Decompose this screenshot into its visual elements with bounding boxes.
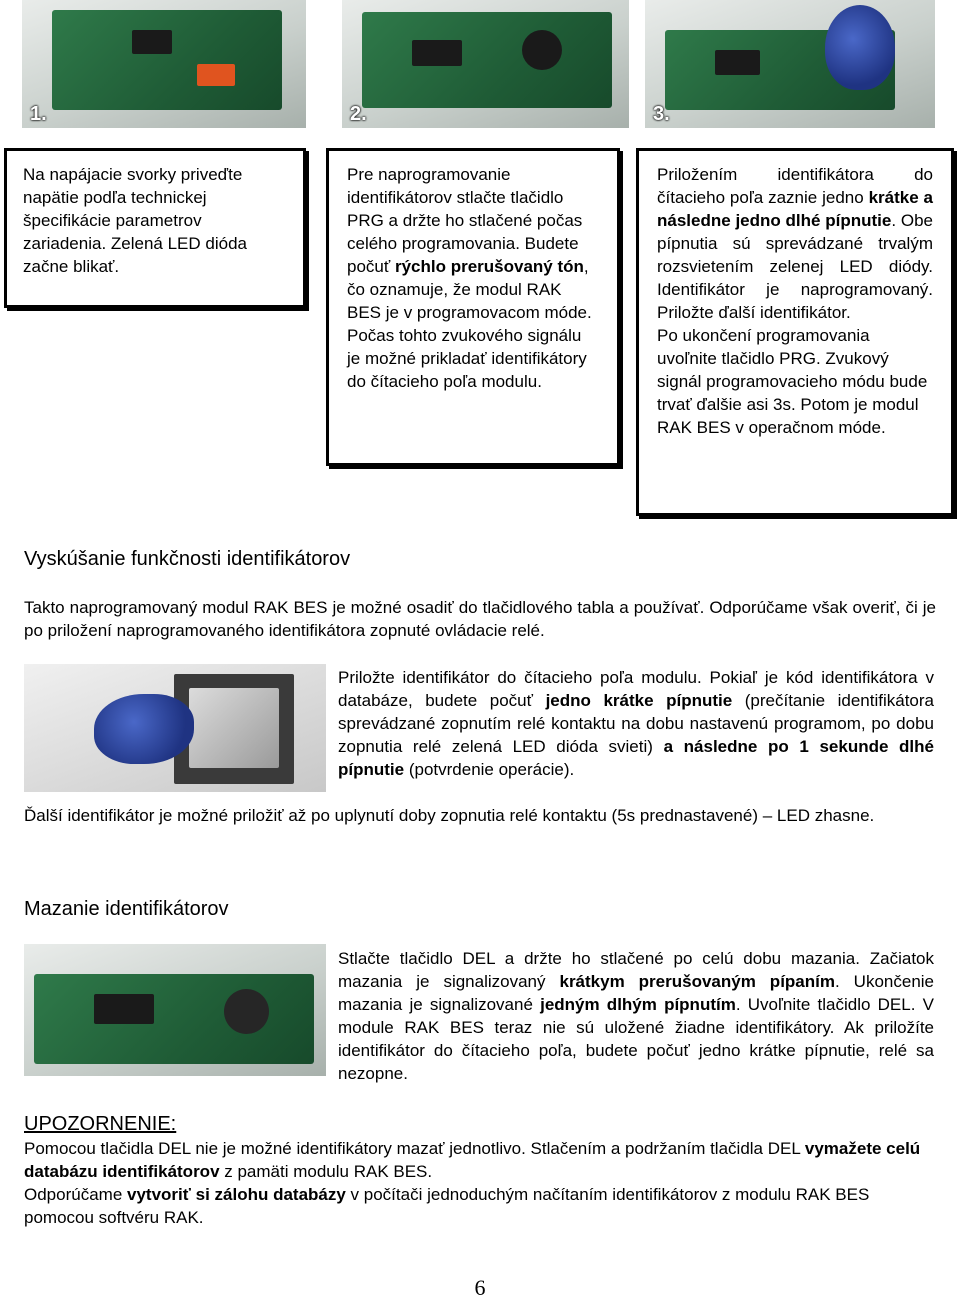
warning-paragraph-1: Pomocou tlačidla DEL nie je možné identifikátory mazať jednotlivo. Stlačením a podržaním tlačidla DEL vymažete celú databázu identifikátorov z pamäti modulu RAK BES.: [24, 1139, 921, 1181]
step3-text: Priložením identifikátora do čítacieho poľa zaznie jedno krátke a následne jedno dlhé pípnutie. Obe pípnutia sú sprevádzané trvalým rozsvietením zelenej LED diódy. Identifikátor je naprogramovaný. Priložte ďalší identifikátor.: [657, 165, 933, 322]
step2-number: 2.: [350, 103, 367, 125]
warning-paragraph-2: Odporúčame vytvoriť si zálohu databázy v počítači jednoduchým načítaním identifikátorov z modulu RAK BES pomocou softvéru RAK.: [24, 1185, 870, 1227]
step3-number: 3.: [653, 103, 670, 125]
test-paragraph-2: Ďalší identifikátor je možné priložiť až po uplynutí doby zopnutia relé kontaktu (5s prednastavené) – LED zhasne.: [24, 806, 875, 825]
delete-paragraph: Stlačte tlačidlo DEL a držte ho stlačené po celú dobu mazania. Začiatok mazania je signalizovaný krátkym prerušovaným pípaním. Ukončenie mazania je signalizované jedným dlhým pípnutím. Uvoľnite tlačidlo DEL. V module RAK BES teraz nie sú uložené žiadne identifikátory. Ak priložíte identifikátor do čítacieho poľa, budete počuť jedno krátke pípnutie, relé sa nezopne.: [338, 949, 935, 1083]
section-heading-test: Vyskúšanie funkčnosti identifikátorov: [24, 548, 351, 570]
test-paragraph: Priložte identifikátor do čítacieho poľa modulu. Pokiaľ je kód identifikátora v databáze, budete počuť jedno krátke pípnutie (prečítanie identifikátora sprevádzané zopnutím relé kontaktu na dobu nastavenú programom, po dobu zopnutia relé zelená LED dióda svieti) a následne po 1 sekunde dlhé pípnutie (potvrdenie operácie).: [338, 668, 934, 779]
test-photo: [24, 664, 326, 792]
warning-heading: UPOZORNENIE:: [24, 1113, 177, 1135]
step1-number: 1.: [30, 103, 47, 125]
test-intro: Takto naprogramovaný modul RAK BES je možné osadiť do tlačidlového tabla a používať. Odporúčame však overiť, či je po priložení naprogramovaného identifikátora zopnuté ovládacie relé.: [24, 598, 936, 640]
step2-photo: [342, 0, 629, 128]
step3-text-2: Po ukončení programovania uvoľnite tlačidlo PRG. Zvukový signál programovacieho módu bude trvať ďalšie asi 3s. Potom je modul RAK BES v operačnom móde.: [657, 326, 928, 437]
step1-photo: [22, 0, 306, 128]
delete-photo: [24, 944, 326, 1076]
page-number: 6: [474, 1275, 486, 1300]
section-heading-delete: Mazanie identifikátorov: [24, 898, 229, 920]
step3-box: [636, 148, 954, 516]
step3-photo: [645, 0, 935, 128]
step2-text: Pre naprogramovanie identifikátorov stlačte tlačidlo PRG a držte ho stlačené počas celého programovania. Budete počuť rýchlo prerušovaný tón, čo oznamuje, že modul RAK BES je v programovacom móde. Počas tohto zvukového signálu je možné prikladať identifikátory do čítacieho poľa modulu.: [347, 165, 592, 391]
step1-box: [4, 148, 306, 308]
step1-text: Na napájacie svorky priveďte napätie podľa technickej špecifikácie parametrov zariadenia. Zelená LED dióda začne blikať.: [23, 165, 247, 276]
step2-box: [326, 148, 620, 466]
